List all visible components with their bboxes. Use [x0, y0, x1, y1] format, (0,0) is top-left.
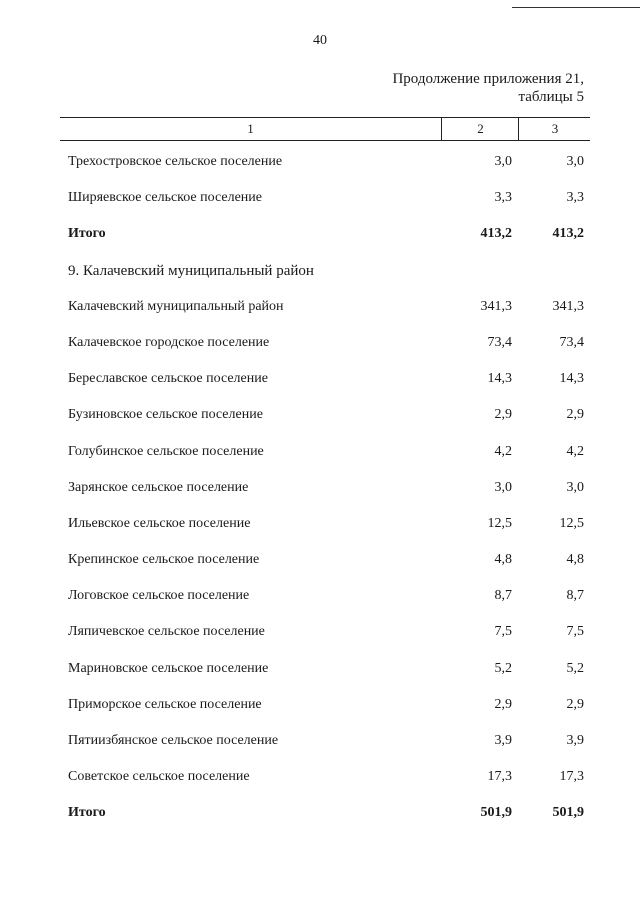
row-value-col2: 3,3: [494, 190, 512, 206]
continuation-note: [284, 70, 584, 106]
row-value-col3: 73,4: [559, 334, 584, 350]
row-value-col3: 3,0: [566, 479, 584, 495]
row-label: Калачевское городское поселение: [68, 334, 270, 350]
row-value-col3: 341,3: [552, 298, 584, 314]
row-value-col2: 8,7: [494, 588, 512, 604]
row-value-col3: 501,9: [552, 805, 584, 821]
row-value-col3: 7,5: [566, 624, 584, 640]
table-row: [0, 325, 640, 361]
row-value-col2: 7,5: [494, 624, 512, 640]
row-value-col3: 3,9: [566, 733, 584, 748]
continuation-line-2: таблицы 5: [518, 89, 584, 105]
table-row: [0, 470, 640, 506]
table-row: [0, 397, 640, 433]
row-value-col3: 3,0: [566, 154, 584, 169]
row-value-col3: 14,3: [559, 371, 584, 387]
row-label: Крепинское сельское поселение: [68, 552, 260, 568]
table-row: [0, 651, 640, 687]
row-value-col2: 73,4: [487, 334, 512, 350]
total-row: [0, 795, 640, 831]
row-label: Мариновское сельское поселение: [68, 660, 269, 676]
row-value-col2: 3,0: [494, 154, 512, 169]
row-value-col2: 12,5: [487, 515, 512, 531]
table-row: [0, 180, 640, 216]
total-row: [0, 216, 640, 252]
row-label: Советское сельское поселение: [68, 769, 250, 785]
continuation-line-1: Продолжение приложения 21,: [392, 71, 584, 87]
row-label: Итого: [68, 805, 106, 821]
row-value-col3: 4,2: [566, 443, 584, 459]
row-label: Приморское сельское поселение: [68, 696, 262, 712]
table-row: [0, 687, 640, 723]
section-heading: 9. Калачевский муниципальный район: [68, 262, 314, 279]
row-value-col3: 4,8: [566, 552, 584, 568]
table-row: [0, 578, 640, 614]
column-header-1: 1: [247, 121, 254, 136]
row-value-col2: 413,2: [480, 226, 512, 242]
section-heading-row: [0, 253, 640, 289]
row-label: Бузиновское сельское поселение: [68, 407, 263, 423]
table-row: [0, 723, 640, 759]
column-header-3: 3: [518, 118, 591, 140]
row-label: Ляпичевское сельское поселение: [68, 624, 265, 640]
row-value-col2: 17,3: [487, 769, 512, 785]
row-value-col2: 14,3: [487, 371, 512, 387]
row-value-col2: 2,9: [494, 696, 512, 712]
top-rule: [512, 7, 640, 8]
table-row: [0, 542, 640, 578]
row-label: Трехостровское сельское поселение: [68, 154, 283, 169]
table-row: [0, 759, 640, 795]
row-value-col2: 4,2: [494, 443, 512, 459]
row-label: Ильевское сельское поселение: [68, 515, 251, 531]
row-value-col2: 3,0: [494, 479, 512, 495]
row-label: Зарянское сельское поселение: [68, 479, 249, 495]
table-row: [0, 434, 640, 470]
table-row: [0, 144, 640, 180]
row-value-col2: 2,9: [494, 407, 512, 423]
row-value-col2: 4,8: [494, 552, 512, 568]
row-value-col2: 3,9: [494, 733, 512, 748]
row-label: Логовское сельское поселение: [68, 588, 250, 604]
row-label: Калачевский муниципальный район: [68, 298, 284, 314]
row-value-col3: 2,9: [566, 407, 584, 423]
row-label: Береславское сельское поселение: [68, 371, 268, 387]
row-value-col3: 8,7: [566, 588, 584, 604]
row-label: Голубинское сельское поселение: [68, 443, 264, 459]
row-value-col3: 3,3: [566, 190, 584, 206]
row-value-col2: 341,3: [480, 298, 512, 314]
row-label: Ширяевское сельское поселение: [68, 190, 262, 206]
column-header-2: 2: [441, 118, 519, 140]
row-label: Итого: [68, 226, 106, 242]
row-value-col3: 17,3: [559, 769, 584, 785]
row-value-col2: 5,2: [494, 660, 512, 676]
row-value-col3: 12,5: [559, 515, 584, 531]
row-label: Пятиизбянское сельское поселение: [68, 733, 279, 748]
table-row: [0, 289, 640, 325]
page-number: 40: [313, 33, 327, 48]
row-value-col3: 413,2: [552, 226, 584, 242]
table-body: [0, 144, 640, 832]
row-value-col3: 5,2: [566, 660, 584, 676]
table-row: [0, 614, 640, 650]
table-header: [60, 117, 590, 141]
table-row: [0, 361, 640, 397]
row-value-col3: 2,9: [566, 696, 584, 712]
table-row: [0, 506, 640, 542]
row-value-col2: 501,9: [480, 805, 512, 821]
